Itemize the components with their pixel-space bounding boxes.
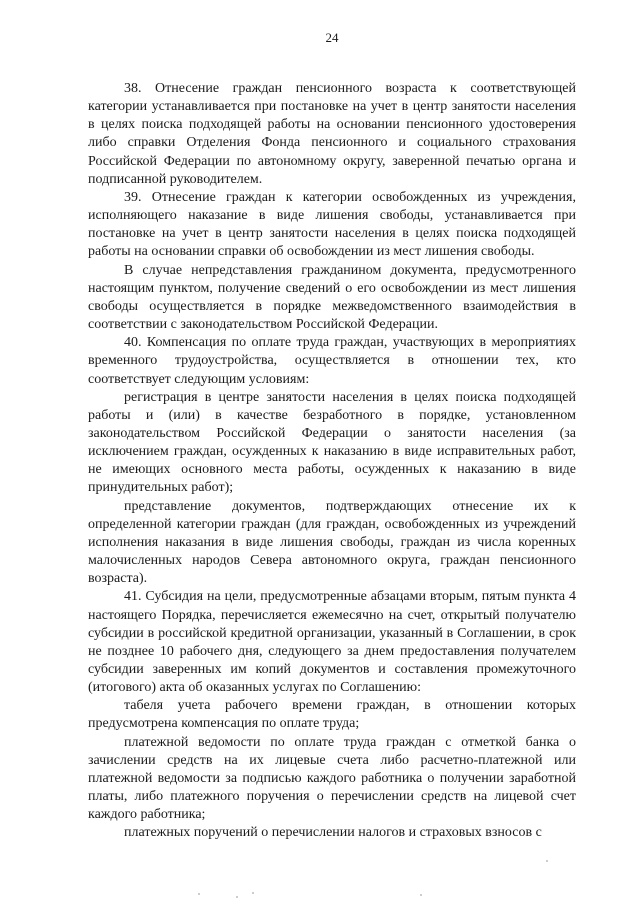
scan-speck — [546, 860, 548, 862]
paragraph-39: 39. Отнесение граждан к категории освобожденных из учреждения, исполняющего наказание в виде лишения свободы, устанавливается при постановке на учет в центр занятости населения в целях поиска подходящей работы на основании справки об освобождении из мест лишения свободы. — [88, 189, 576, 260]
paragraph-41-payroll: платежной ведомости по оплате труда граждан с отметкой банка о зачислении средств на их лицевые счета либо расчетно-платежной или платежной ведомости за подписью каждого работника о получении заработной платы, либо платежного поручения о перечислении средств на лицевой счет каждого работника; — [88, 734, 576, 823]
paragraph-40-condition-documents: представление документов, подтверждающих отнесение их к определенной категории граждан (для граждан, освобожденных из учреждений исполнения наказания в виде лишения свободы, граждан из числа коренных малочисленных народов Севера автономного округа, граждан пенсионного возраста). — [88, 498, 576, 587]
paragraph-41-payment-orders: платежных поручений о перечислении налогов и страховых взносов с — [124, 825, 542, 841]
page-number: 24 — [325, 30, 339, 45]
paragraph-39-note: В случае непредставления гражданином документа, предусмотренного настоящим пунктом, получение сведений о его освобождении из мест лишения свободы осуществляется в порядке межведомственного взаимодействия в соответствии с законодательством Российской Федерации. — [88, 262, 576, 333]
paragraph-40-condition-registration: регистрация в центре занятости населения в целях поиска подходящей работы и (или) в качестве безработного в порядке, установленном законодательством Российской Федерации о занятости населения (за исключением граждан, осужденных к наказанию в виде исправительных работ, не имеющих основного места работы, осужденных к наказанию в виде принудительных работ); — [88, 389, 576, 496]
paragraph-38: 38. Отнесение граждан пенсионного возраста к соответствующей категории устанавливается при постановке на учет в центр занятости населения в целях поиска подходящей работы на основании пенсионного удостоверения либо справки Отделения Фонда пенсионного и социального страхования Российской Федерации по автономному округу, заверенной печатью органа и подписанной руководителем. — [88, 81, 576, 187]
document-body — [88, 80, 576, 843]
scan-speck — [236, 896, 238, 898]
paragraph-41: 41. Субсидия на цели, предусмотренные абзацами вторым, пятым пункта 4 настоящего Порядка, перечисляется ежемесячно на счет, открытый получателю субсидии в российской кредитной организации, указанный в Соглашении, в срок не позднее 10 рабочего дня, следующего за днем предоставления получателем субсидии заверенных им копий документов и составления промежуточного (итогового) акта об оказанных услугах по Соглашению: — [88, 589, 576, 696]
scan-speck — [252, 892, 254, 894]
scan-speck — [198, 893, 200, 895]
paragraph-41-timesheet: табеля учета рабочего времени граждан, в отношении которых предусмотрена компенсация по оплате труда; — [88, 698, 576, 732]
paragraph-40: 40. Компенсация по оплате труда граждан, участвующих в мероприятиях временного трудоустройства, осуществляется в отношении тех, кто соответствует следующим условиям: — [88, 335, 576, 387]
scan-speck — [420, 894, 422, 896]
